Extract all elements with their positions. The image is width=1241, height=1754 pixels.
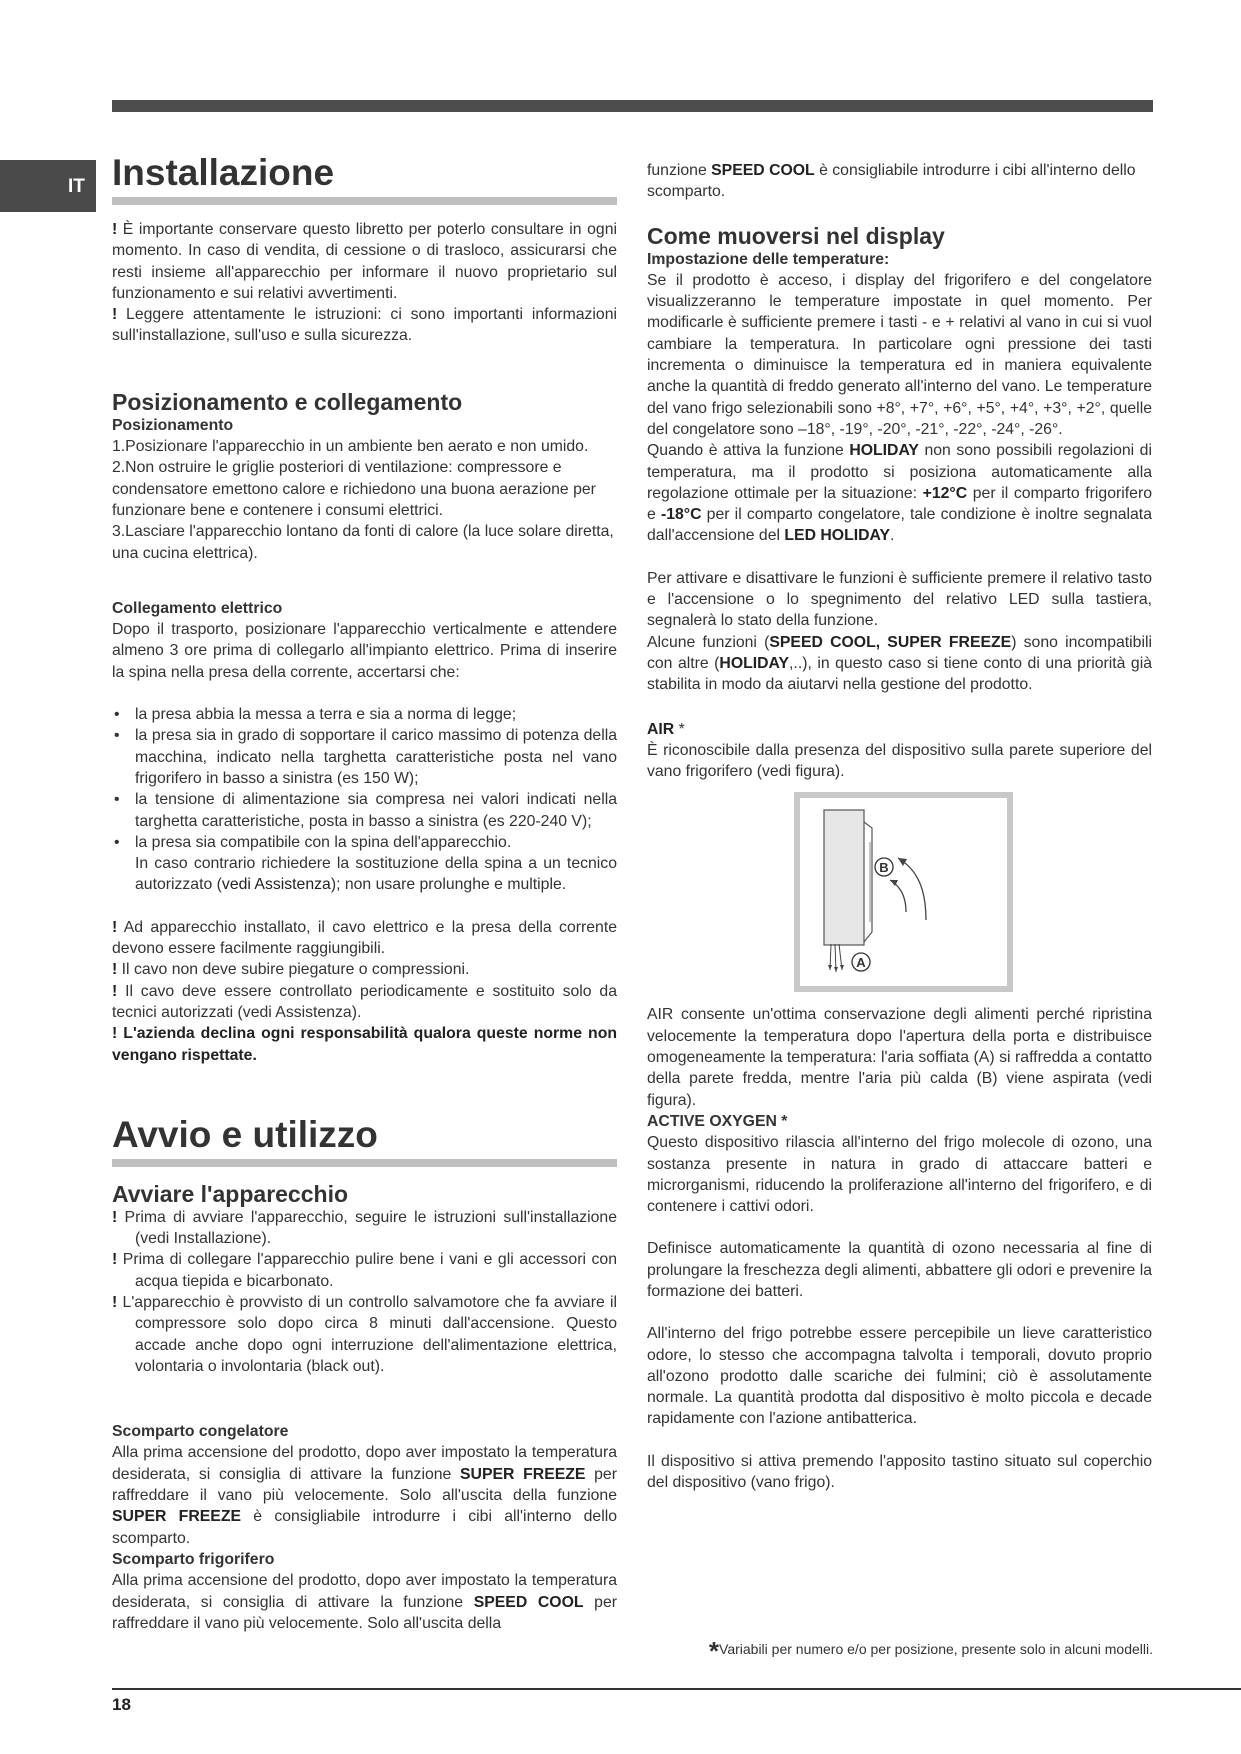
avvio-note-2 bbox=[112, 1249, 617, 1292]
text: ,..), in questo caso si tiene conto di una priorità già stabilita in modo da aiutarvi nella gestione del prodotto. bbox=[647, 654, 1152, 694]
page-number: 18 bbox=[112, 1695, 131, 1714]
subheading-congelatore: Scomparto congelatore bbox=[112, 1423, 289, 1441]
holiday-paragraph bbox=[647, 440, 1152, 546]
text: Prima di collegare l'apparecchio pulire bene i vani e gli accessori con acqua tiepida e bicarbonato. bbox=[117, 1251, 617, 1290]
function-name: SUPER FREEZE bbox=[112, 1508, 242, 1526]
posizionamento-item-3: 3.Lasciare l'apparecchio lontano da fonti di calore (la luce solare diretta, una cucina elettrica). bbox=[112, 523, 614, 562]
oxygen-paragraph-3: All'interno del frigo potrebbe essere percepibile un lieve caratteristico odore, lo stesso che accompagna talvolta i temporali, dovuto proprio all'ozono prodotto dalle scariche dei fulmini; ciò è assolutamente normale. La quantità prodotta dal dispositivo è molto piccola e decade rapidamente con l'azione antibatterica. bbox=[647, 1325, 1152, 1428]
footnote bbox=[647, 1636, 1153, 1667]
footnote-text: Variabili per numero e/o per posizione, presente solo in alcuni modelli. bbox=[719, 1641, 1153, 1657]
top-rule bbox=[112, 100, 1153, 112]
text: per il comparto frigorifero e bbox=[647, 484, 1152, 524]
bottom-rule bbox=[112, 1688, 1241, 1690]
language-label: IT bbox=[68, 176, 85, 197]
warning-mark: ! bbox=[112, 918, 118, 936]
warning-3 bbox=[112, 981, 617, 1024]
list-item: • la presa sia compatibile con la spina dell'apparecchio. bbox=[112, 832, 617, 853]
section-title-avvio: Avvio e utilizzo bbox=[112, 1112, 617, 1167]
oxygen-paragraph-2: Definisce automaticamente la quantità di ozono necessaria al fine di prolungare la freschezza degli alimenti, abbattere gli odori e prevenire la formazione dei batteri. bbox=[647, 1240, 1152, 1300]
function-name: SUPER FREEZE bbox=[460, 1465, 586, 1483]
collegamento-paragraph: Dopo il trasporto, posizionare l'apparecchio verticalmente e attendere almeno 3 ore prima di collegarlo all'impianto elettrico. Prima di inserire la spina nella presa della corrente, accertarsi che: bbox=[112, 621, 617, 681]
right-column bbox=[647, 160, 1152, 1493]
warning-mark: ! bbox=[112, 306, 118, 324]
left-column bbox=[112, 150, 617, 1634]
device-body bbox=[824, 810, 864, 945]
air-heading bbox=[647, 719, 1152, 740]
list-item: • la tensione di alimentazione sia compresa nei valori indicati nella targhetta caratteristiche, posta in basso a sinistra (es 220-240 V); bbox=[112, 789, 617, 832]
avvio-note-3 bbox=[112, 1292, 617, 1377]
warning-2 bbox=[112, 959, 617, 980]
posizionamento-item-1: 1.Posizionare l'apparecchio in un ambiente ben aerato e non umido. bbox=[112, 438, 589, 456]
text: Prima di avviare l'apparecchio, seguire le istruzioni sull'installazione (vedi Installazione). bbox=[117, 1208, 617, 1248]
text: Ad apparecchio installato, il cavo elettrico e la presa della corrente devono essere facilmente raggiungibili. bbox=[112, 918, 617, 958]
warning-mark: ! bbox=[112, 1251, 118, 1269]
oxygen-paragraph-1: Questo dispositivo rilascia all'interno del frigo molecole di ozono, una sostanza presente in natura in grado di attaccare batteri e microrganismi, riducendo la proliferazione all'interno del frigorifero, e di contenere i cattivi odori. bbox=[647, 1134, 1152, 1216]
avvio-note-1 bbox=[112, 1207, 617, 1250]
display-paragraph-1: Se il prodotto è acceso, i display del frigorifero e del congelatore visualizzeranno le temperature impostate in quel momento. Per modificarle è sufficiente premere i tasti - e + relativi al vano in cui si vuol cambiare la temperatura. In particolare ogni pressione dei tasti incrementa o diminuisce la temperatura ed in maniera equivalente anche la quantità di freddo generato all'interno del vano. Le temperature del vano frigo selezionabili sono +8°, +7°, +6°, +5°, +4°, +3°, +2°, quelle del congelatore sono –18°, -19°, -20°, -21°, -22°, -24°, -26°. bbox=[647, 271, 1152, 438]
text: è consigliabile introdurre i cibi all'interno dello scomparto. bbox=[112, 1508, 617, 1547]
posizionamento-item-2: 2.Non ostruire le griglie posteriori di ventilazione: compressore e condensatore emettono calore e richiedono una buona aerazione per funzionare bene e contenere i consumi elettrici. bbox=[112, 459, 596, 519]
text: In caso contrario richiedere la sostituzione della spina a un tecnico autorizzato ( bbox=[135, 855, 617, 894]
temperature-value: +12°C bbox=[922, 484, 968, 502]
text: per raffreddare il vano più velocemente. Solo all'uscita della funzione bbox=[112, 1465, 617, 1505]
function-name: HOLIDAY bbox=[719, 654, 790, 672]
display-paragraph-3: Per attivare e disattivare le funzioni è sufficiente premere il relativo tasto e l'accensione o lo spegnimento del relativo LED sulla tastiera, segnalerà lo stato della funzione. bbox=[647, 569, 1152, 630]
text: L'apparecchio è provvisto di un controllo salvamotore che fa avviare il compressore solo dopo circa 8 minuti dall'accensione. Questo accade anche dopo ogni interruzione dell'alimentazione elettrica, volontaria o involontaria (black out). bbox=[117, 1293, 617, 1375]
warning-mark: ! bbox=[112, 982, 118, 1000]
subheading-collegamento-elettrico: Collegamento elettrico bbox=[112, 599, 283, 617]
warning-mark: ! bbox=[112, 221, 118, 238]
list-item: • la presa sia in grado di sopportare il carico massimo di potenza della macchina, indicato nella targhetta caratteristiche posta nel vano frigorifero in basso a sinistra (es 150 W); bbox=[112, 725, 617, 789]
text: Quando è attiva la funzione bbox=[647, 442, 850, 460]
assistenza-link[interactable]: vedi Assistenza bbox=[221, 876, 331, 894]
warning-mark: ! bbox=[112, 961, 118, 979]
function-name: SPEED COOL bbox=[473, 1593, 584, 1611]
heading-posizionamento-collegamento: Posizionamento e collegamento bbox=[112, 388, 463, 415]
text: Alla prima accensione del prodotto, dopo aver impostato la temperatura desiderata, si consiglia di attivare la funzione bbox=[112, 1572, 617, 1611]
text: è consigliabile introdurre i cibi all'interno dello scomparto. bbox=[647, 162, 1136, 201]
text: * bbox=[674, 720, 685, 738]
text: . bbox=[890, 527, 895, 545]
heading-avviare: Avviare l'apparecchio bbox=[112, 1180, 349, 1207]
function-name: LED HOLIDAY bbox=[784, 527, 891, 545]
air-label: AIR bbox=[647, 720, 675, 738]
heading-active-oxygen: ACTIVE OXYGEN * bbox=[647, 1112, 788, 1130]
warning-mark: ! bbox=[112, 1293, 118, 1311]
text: funzione bbox=[647, 162, 712, 179]
callout-b-label: B bbox=[879, 860, 889, 876]
display-paragraph-4 bbox=[647, 632, 1152, 696]
text: Alcune funzioni ( bbox=[647, 633, 770, 651]
subheading-posizionamento: Posizionamento bbox=[112, 416, 234, 434]
text: Il cavo deve essere controllato periodicamente e sostituito solo da tecnici autorizzati (vedi Assistenza). bbox=[112, 982, 617, 1021]
list-item: • la presa abbia la messa a terra e sia a norma di legge; bbox=[112, 704, 617, 725]
subheading-temperature: Impostazione delle temperature: bbox=[647, 250, 890, 268]
air-paragraph-2: AIR consente un'ottima conservazione degli alimenti perché ripristina velocemente la temperatura dopo l'apertura della porta e distribuisce omogeneamente la temperatura: l'aria soffiata (A) si raffredda a contatto della parete fredda, mentre l'aria più calda (B) viene aspirata (vedi figura). bbox=[647, 1006, 1152, 1109]
temperature-value: -18°C bbox=[660, 506, 702, 524]
text: ); non usare prolunghe e multiple. bbox=[330, 876, 567, 894]
text: È importante conservare questo libretto per poterlo consultare in ogni momento. In caso di vendita, di cessione o di trasloco, assicurarsi che resti insieme all'apparecchio per informare il nuovo proprietario sul funzionamento e sui relativi avvertimenti. bbox=[112, 221, 617, 302]
footnote-star: * bbox=[708, 1636, 720, 1666]
heading-display: Come muoversi nel display bbox=[647, 222, 945, 249]
checklist-continuation bbox=[112, 853, 617, 896]
warning-4: ! L'azienda declina ogni responsabilità qualora queste norme non vengano rispettate. bbox=[112, 1025, 617, 1064]
installazione-paragraph-2 bbox=[112, 304, 617, 347]
subheading-frigorifero: Scomparto frigorifero bbox=[112, 1550, 275, 1568]
function-name: SPEED COOL bbox=[711, 162, 815, 179]
air-figure bbox=[794, 792, 1013, 992]
text: Alla prima accensione del prodotto, dopo aver impostato la temperatura desiderata, si consiglia di attivare la funzione bbox=[112, 1444, 617, 1483]
congelatore-paragraph bbox=[112, 1442, 617, 1548]
language-tab bbox=[0, 160, 96, 212]
text: per raffreddare il vano più velocemente. Solo all'uscita della bbox=[112, 1593, 618, 1632]
function-name: HOLIDAY bbox=[849, 442, 919, 460]
air-paragraph-1: È riconoscibile dalla presenza del dispositivo sulla parete superiore del vano frigorifero (vedi figura). bbox=[647, 741, 1152, 781]
oxygen-paragraph-4: Il dispositivo si attiva premendo l'apposito tastino situato sul coperchio del dispositivo (vano frigo). bbox=[647, 1452, 1152, 1492]
text: per il comparto congelatore, tale condizione è inoltre segnalata dall'accensione del bbox=[647, 506, 1152, 545]
text: non sono possibili regolazioni di temperatura, ma il prodotto si posiziona automaticamente alla regolazione ottimale per la situazione: bbox=[647, 442, 1152, 502]
text: Leggere attentamente le istruzioni: ci sono importanti informazioni sull'installazione, sull'uso e sulla sicurezza. bbox=[112, 306, 617, 345]
frigorifero-paragraph bbox=[112, 1570, 617, 1634]
warning-mark: ! bbox=[112, 1208, 118, 1226]
air-device-diagram bbox=[794, 792, 1013, 992]
collegamento-checklist bbox=[112, 704, 617, 853]
section-title-installazione: Installazione bbox=[112, 150, 617, 205]
installazione-paragraph-1 bbox=[112, 219, 617, 304]
callout-a-label: A bbox=[856, 955, 866, 971]
function-name: SPEED COOL, SUPER FREEZE bbox=[769, 633, 1012, 651]
warning-1 bbox=[112, 917, 617, 960]
text: Il cavo non deve subire piegature o compressioni. bbox=[117, 961, 470, 979]
text: ) sono incompatibili con altre ( bbox=[647, 633, 1152, 672]
frigorifero-continuation bbox=[647, 160, 1152, 203]
